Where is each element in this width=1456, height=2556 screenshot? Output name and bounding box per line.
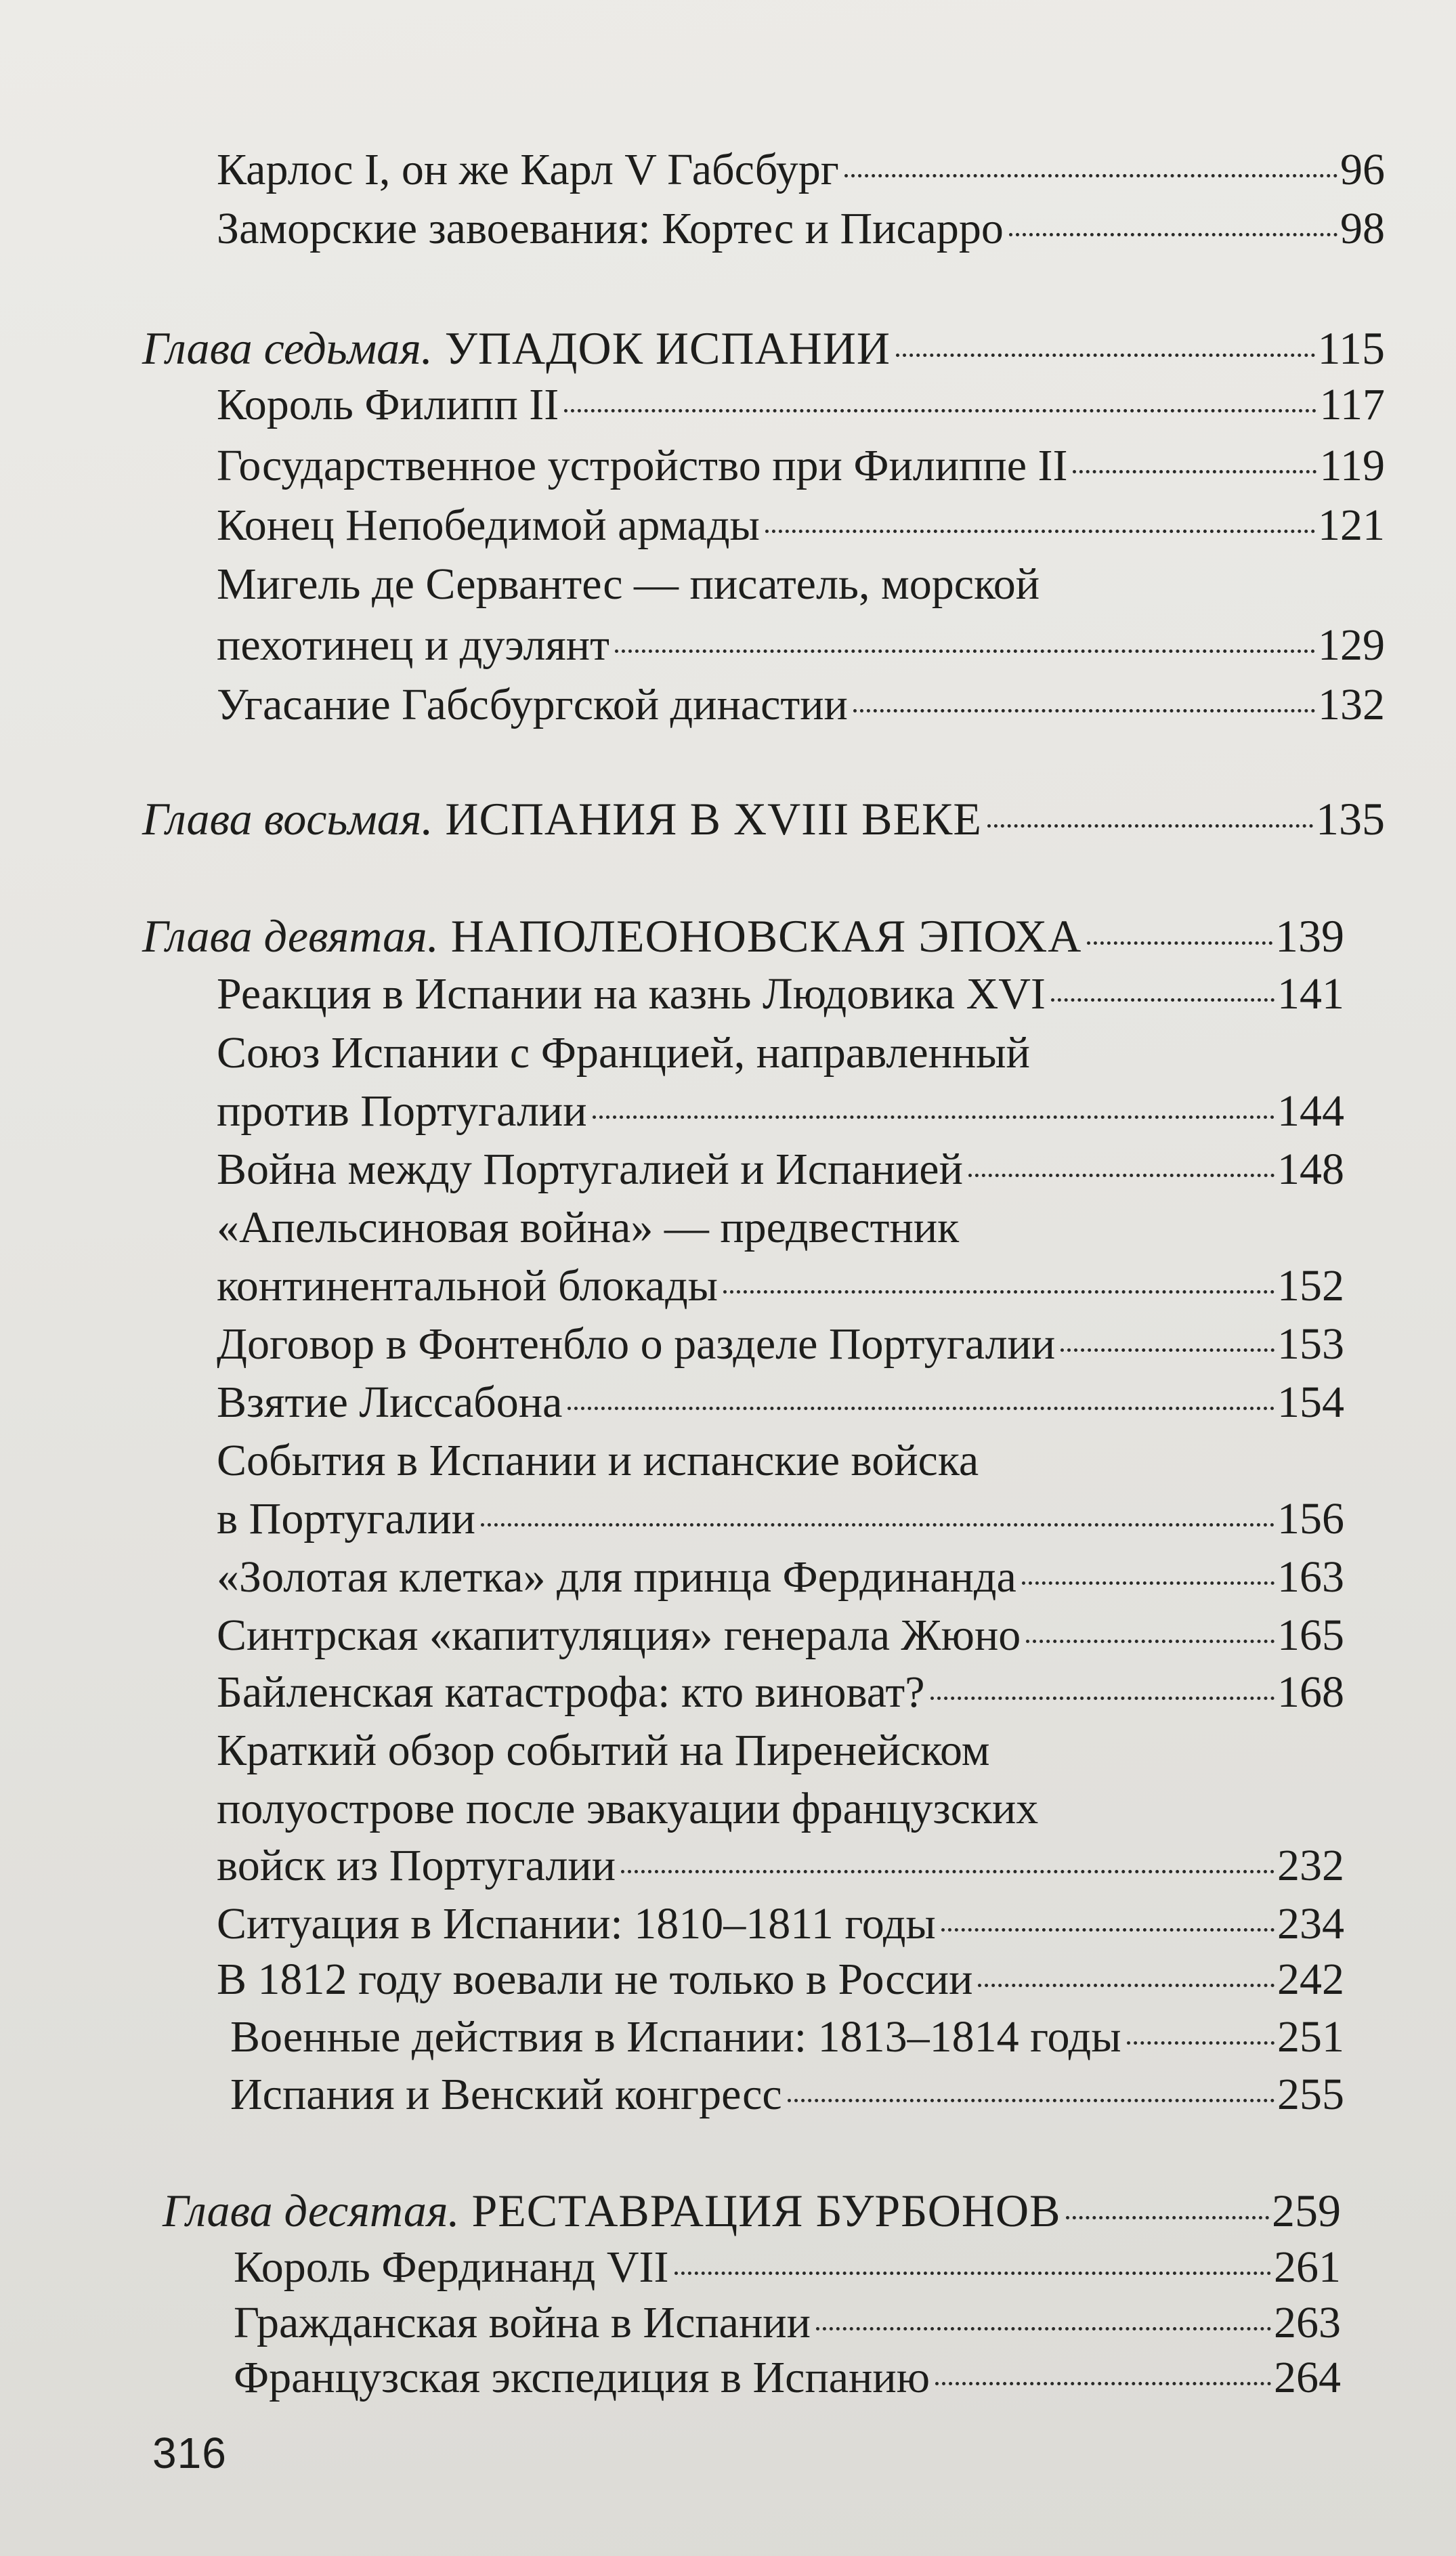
toc-page-number: 148 (1277, 1145, 1344, 1194)
toc-entry-title: Угасание Габсбургской династии (217, 680, 848, 729)
leader-dots (844, 174, 1337, 177)
toc-entry-title: Ситуация в Испании: 1810–1811 годы (217, 1899, 936, 1948)
chapter-title: УПАДОК ИСПАНИИ (444, 322, 891, 374)
toc-page-number: 135 (1316, 793, 1385, 845)
toc-entry-title: Французская экспедиция в Испанию (234, 2353, 930, 2402)
toc-entry-title: войск из Португалии (217, 1841, 616, 1890)
chapter-label: Глава десятая. (163, 2185, 460, 2236)
toc-page-number: 117 (1319, 380, 1385, 429)
leader-dots (593, 1115, 1275, 1119)
toc-page-number: 251 (1277, 2012, 1344, 2062)
leader-dots (568, 1407, 1275, 1410)
toc-entry-wrap-line: полуострове после эвакуации французских (217, 1784, 1039, 1833)
toc-entry-title: Байленская катастрофа: кто виноват? (217, 1667, 925, 1717)
leader-dots (853, 709, 1315, 712)
toc-entry-vienna (230, 2072, 1344, 2117)
toc-page-number: 129 (1318, 620, 1385, 670)
toc-entry-philip-ii (217, 380, 1385, 429)
leader-dots (615, 649, 1315, 653)
toc-entry-sintra (217, 1613, 1344, 1658)
leader-dots (1051, 998, 1275, 1002)
toc-page-number: 153 (1277, 1319, 1344, 1369)
toc-entry-cervantes (217, 620, 1385, 670)
chapter-title: РЕСТАВРАЦИЯ БУРБОНОВ (471, 2185, 1061, 2236)
leader-dots (723, 1290, 1275, 1294)
leader-dots (1022, 1581, 1275, 1585)
leader-dots (968, 1174, 1275, 1177)
toc-entry-state-structure (217, 441, 1385, 490)
toc-page-number: 119 (1319, 441, 1385, 490)
leader-dots (765, 530, 1315, 533)
chapter-label: Глава восьмая. (142, 793, 433, 845)
leader-dots (481, 1523, 1275, 1527)
chapter-label: Глава девятая. (142, 910, 439, 962)
chapter-label: Глава седьмая. (142, 322, 433, 374)
toc-entry-title: Синтрская «капитуляция» генерала Жюно (217, 1611, 1021, 1660)
toc-entry-title: Король Фердинанд VII (234, 2242, 669, 2292)
toc-page-number: 242 (1277, 1955, 1344, 2004)
toc-page-number: 264 (1274, 2353, 1341, 2402)
toc-entry-french-expedition (234, 2353, 1341, 2402)
toc-entry-title: «Золотая клетка» для принца Фердинанда (217, 1552, 1016, 1602)
toc-entry-carlos (217, 145, 1385, 194)
toc-entry-wrap-line: Союз Испании с Францией, направленный (217, 1028, 1030, 1078)
toc-entry-bailen (217, 1667, 1344, 1717)
toc-page-number: 165 (1277, 1611, 1344, 1660)
toc-entry-civil-war (234, 2298, 1341, 2347)
toc-entry-ferdinand-vii (234, 2242, 1341, 2292)
toc-page-number: 234 (1277, 1899, 1344, 1948)
leader-dots (1066, 2216, 1269, 2219)
toc-page-number: 144 (1277, 1086, 1344, 1136)
toc-entry-title: Король Филипп II (217, 380, 559, 429)
toc-entry-orange-war (217, 1261, 1344, 1311)
toc-page-number: 141 (1277, 969, 1344, 1019)
toc-entry-title: Военные действия в Испании: 1813–1814 годы (230, 2012, 1121, 2062)
toc-entry-louis-xvi (217, 969, 1344, 1019)
toc-entry-peninsula-review (217, 1841, 1344, 1890)
toc-entry-title: Государственное устройство при Филиппе II (217, 441, 1068, 490)
toc-entry-title: Взятие Лиссабона (217, 1378, 563, 1427)
folio-page-number: 316 (152, 2429, 227, 2477)
toc-page-number: 156 (1277, 1494, 1344, 1543)
toc-page-number: 168 (1277, 1667, 1344, 1717)
chapter-title: ИСПАНИЯ В XVIII ВЕКЕ (445, 793, 982, 845)
toc-chapter-10 (163, 2185, 1341, 2236)
toc-entry-golden-cage (217, 1552, 1344, 1602)
toc-entry-wrap-line: Мигель де Сервантес — писатель, морской (217, 559, 1040, 609)
toc-page-number: 163 (1277, 1552, 1344, 1602)
leader-dots (621, 1870, 1275, 1873)
toc-entry-title: Конец Непобедимой армады (217, 500, 760, 550)
toc-page-number: 115 (1317, 322, 1385, 374)
toc-entry-title: Заморские завоевания: Кортес и Писарро (217, 204, 1004, 253)
toc-entry-wrap-line: «Апельсиновая война» — предвестник (217, 1203, 960, 1252)
toc-entry-wrap-line: События в Испании и испанские войска (217, 1436, 979, 1485)
toc-page-number: 259 (1272, 2185, 1341, 2236)
leader-dots (930, 1697, 1275, 1700)
toc-entry-overseas-conquest (217, 204, 1385, 253)
toc-page-number: 261 (1274, 2242, 1341, 2292)
toc-entry-title: пехотинец и дуэлянт (217, 620, 609, 670)
toc-entry-1812 (217, 1957, 1344, 2002)
leader-dots (1061, 1348, 1275, 1352)
toc-page-number: 255 (1277, 2070, 1344, 2119)
toc-entry-alliance-france (217, 1086, 1344, 1136)
toc-entry-title: против Португалии (217, 1086, 587, 1136)
leader-dots (788, 2099, 1275, 2102)
toc-page-number: 139 (1275, 910, 1344, 962)
leader-dots (816, 2327, 1271, 2330)
toc-page-number: 152 (1277, 1261, 1344, 1311)
leader-dots (1026, 1640, 1275, 1643)
toc-entry-portugal-war (217, 1147, 1344, 1192)
leader-dots (564, 409, 1316, 412)
toc-entry-title: Гражданская война в Испании (234, 2298, 811, 2347)
toc-entry-title: Договор в Фонтенбло о разделе Португалии (217, 1319, 1056, 1369)
toc-entry-fontainebleau (217, 1319, 1344, 1369)
toc-entry-lisbon (217, 1380, 1344, 1425)
chapter-title: НАПОЛЕОНОВСКАЯ ЭПОХА (450, 910, 1082, 962)
leader-dots (1009, 233, 1337, 236)
toc-entry-spanish-troops (217, 1494, 1344, 1543)
toc-page-number: 121 (1318, 500, 1385, 550)
toc-entry-title: В 1812 году воевали не только в России (217, 1955, 973, 2004)
toc-entry-title: Карлос I, он же Карл V Габсбург (217, 145, 839, 194)
toc-page-number: 132 (1318, 680, 1385, 729)
leader-dots (987, 824, 1313, 828)
toc-entry-title: в Португалии (217, 1494, 475, 1543)
toc-entry-1813 (230, 2012, 1344, 2062)
toc-chapter-7 (142, 322, 1385, 374)
toc-page-number: 98 (1340, 204, 1385, 253)
toc-entry-wrap-line: Краткий обзор событий на Пиренейском (217, 1726, 990, 1775)
toc-entry-habsburg-decline (217, 680, 1385, 729)
leader-dots (1087, 941, 1272, 945)
leader-dots (896, 354, 1315, 357)
toc-page-number: 154 (1277, 1378, 1344, 1427)
toc-entry-title: Реакция в Испании на казнь Людовика XVI (217, 969, 1046, 1019)
toc-page-number: 96 (1340, 145, 1385, 194)
leader-dots (978, 1984, 1275, 1987)
toc-entry-title: Испания и Венский конгресс (230, 2070, 782, 2119)
toc-entry-armada (217, 500, 1385, 550)
toc-entry-title: Война между Португалией и Испанией (217, 1145, 963, 1194)
toc-entry-title: континентальной блокады (217, 1261, 718, 1311)
toc-page-number: 263 (1274, 2298, 1341, 2347)
leader-dots (1127, 2041, 1275, 2045)
leader-dots (935, 2382, 1271, 2385)
leader-dots (1073, 470, 1316, 473)
leader-dots (675, 2272, 1271, 2275)
toc-chapter-8 (142, 793, 1385, 845)
toc-entry-spain-1810 (217, 1899, 1344, 1948)
toc-page-number: 232 (1277, 1841, 1344, 1890)
leader-dots (941, 1928, 1275, 1932)
toc-chapter-9 (142, 910, 1344, 962)
